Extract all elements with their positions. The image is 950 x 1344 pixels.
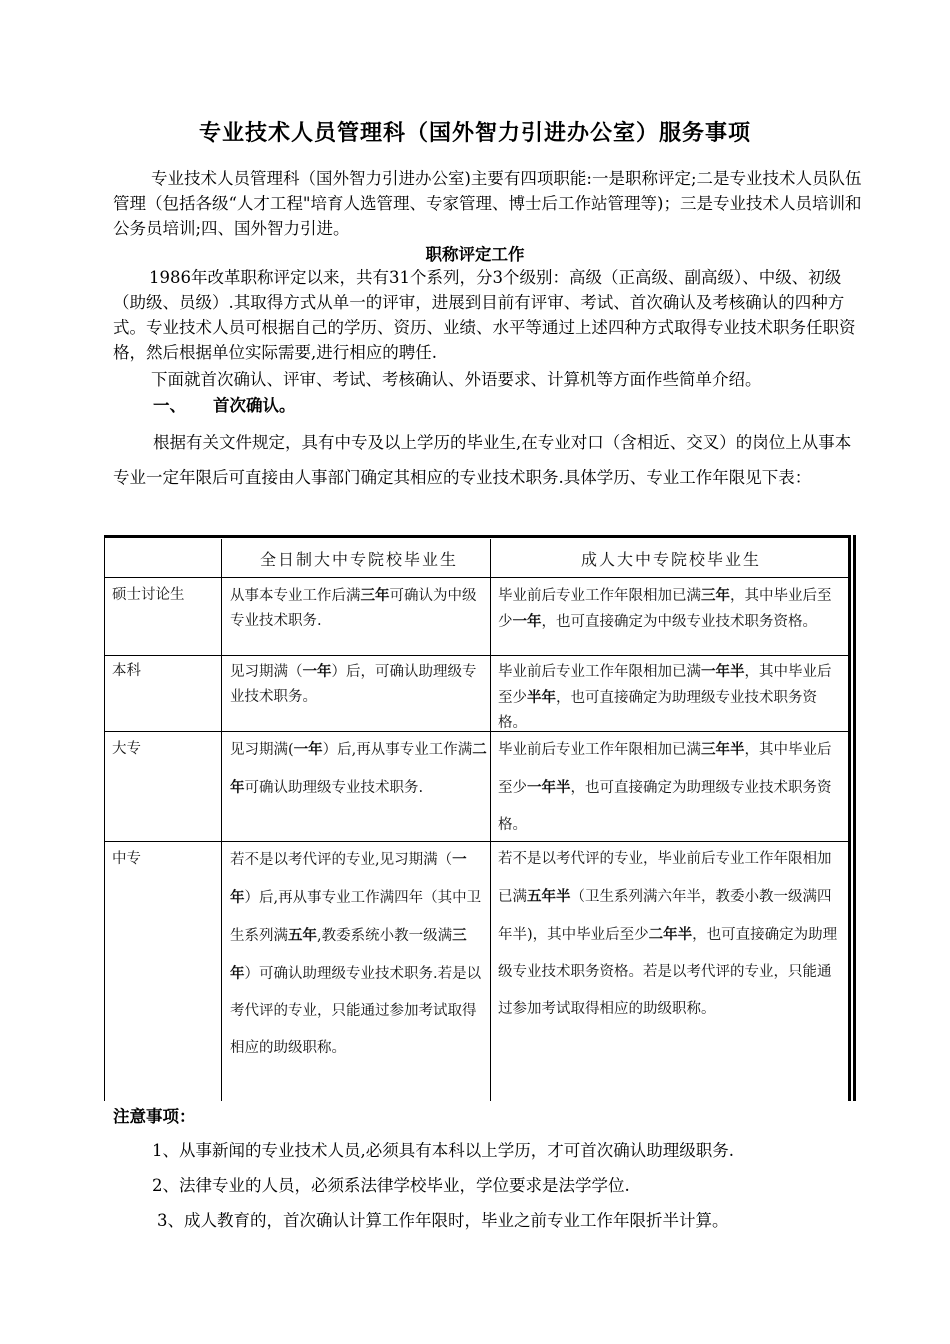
- header-adult: 成人大中专院校毕业生: [580, 550, 761, 569]
- table-right-border-outer: [853, 535, 856, 1101]
- section-1-heading: [153, 393, 296, 418]
- row-label-college: 大专: [112, 741, 141, 757]
- note-item: 1、从事新闻的专业技术人员,必须具有本科以上学历，才可首次确认助理级职务.: [152, 1141, 734, 1160]
- cell-secondary-fulltime: 若不是以考代评的专业,见习期满（一年）后,再从事专业工作满四年（其中卫生系列满五年,教委系统小教一级满三年）可确认助理级专业技术职务.若是以考代评的专业，只能通过参加考试取得相应的助级职称。: [230, 851, 482, 1056]
- notes-title: 注意事项：: [113, 1107, 196, 1126]
- table-right-border: [848, 535, 851, 1101]
- reform-paragraph: 1986年改革职称评定以来，共有31个系列，分3个级别：高级（正高级、副高级）、中级、初级（助级、员级）.其取得方式从单一的评审，进展到目前有评审、考试、首次确认及考核确认的四种方式。专业技术人员可根据自己的学历、资历、业绩、水平等通过上述四种方式取得专业技术职务任职资格，然后根据单位实际需要,进行相应的聘任.: [113, 268, 856, 362]
- row-label-bachelor: 本科: [112, 663, 141, 679]
- row-label-master: 硕士讨论生: [112, 587, 185, 603]
- cell-secondary-adult: 若不是以考代评的专业，毕业前后专业工作年限相加已满五年半（卫生系列满六年半，教委小教一级满四年半)，其中毕业后至少二年半，也可直接确定为助理级专业技术职务资格。若是以考代评的专业，只能通过参加考试取得相应的助级职称。: [498, 851, 838, 1017]
- row-label-secondary: 中专: [112, 851, 141, 867]
- intro-paragraph: 专业技术人员管理科（国外智力引进办公室)主要有四项职能:一是职称评定;二是专业技术人员队伍管理（包括各级“人才工程"培育人选管理、专家管理、博士后工作站管理等)；三是专业技术人员培训和公务员培训;四、国外智力引进。: [113, 169, 862, 238]
- column-divider: [490, 539, 491, 1101]
- note-item: 2、法律专业的人员，必须系法律学校毕业，学位要求是法学学位.: [152, 1176, 630, 1195]
- overview-paragraph: 下面就首次确认、评审、考试、考核确认、外语要求、计算机等方面作些简单介绍。: [151, 370, 762, 389]
- section-1-label: 首次确认。: [213, 396, 296, 415]
- basis-paragraph: 根据有关文件规定，具有中专及以上学历的毕业生,在专业对口（含相近、交叉）的岗位上从事本专业一定年限后可直接由人事部门确定其相应的专业技术职务.具体学历、专业工作年限见下表：: [113, 433, 852, 487]
- cell-master-fulltime: 从事本专业工作后满三年可确认为中级专业技术职务.: [230, 587, 477, 629]
- cell-college-fulltime: 见习期满(一年）后,再从事专业工作满二年可确认助理级专业技术职务.: [230, 741, 487, 796]
- cell-bachelor-adult: 毕业前后专业工作年限相加已满一年半，其中毕业后至少半年，也可直接确定为助理级专业技术职务资格。: [498, 663, 832, 731]
- cell-master-adult: 毕业前后专业工作年限相加已满三年，其中毕业后至少一年，也可直接确定为中级专业技术职务资格。: [498, 587, 832, 630]
- page-title: 专业技术人员管理科（国外智力引进办公室）服务事项: [198, 120, 751, 146]
- qualification-table: [104, 535, 856, 1101]
- column-divider: [221, 539, 222, 1101]
- header-fulltime: 全日制大中专院校毕业生: [259, 550, 458, 569]
- section-heading: 职称评定工作: [425, 245, 525, 264]
- section-1-number: 一、: [153, 396, 186, 415]
- cell-bachelor-fulltime: 见习期满（一年）后，可确认助理级专业技术职务。: [230, 663, 477, 705]
- row-divider: [104, 577, 848, 578]
- cell-college-adult: 毕业前后专业工作年限相加已满三年半，其中毕业后至少一年半，也可直接确定为助理级专业技术职务资格。: [498, 741, 832, 833]
- note-item: 3、成人教育的，首次确认计算工作年限时，毕业之前专业工作年限折半计算。: [157, 1211, 729, 1230]
- row-divider: [104, 655, 848, 656]
